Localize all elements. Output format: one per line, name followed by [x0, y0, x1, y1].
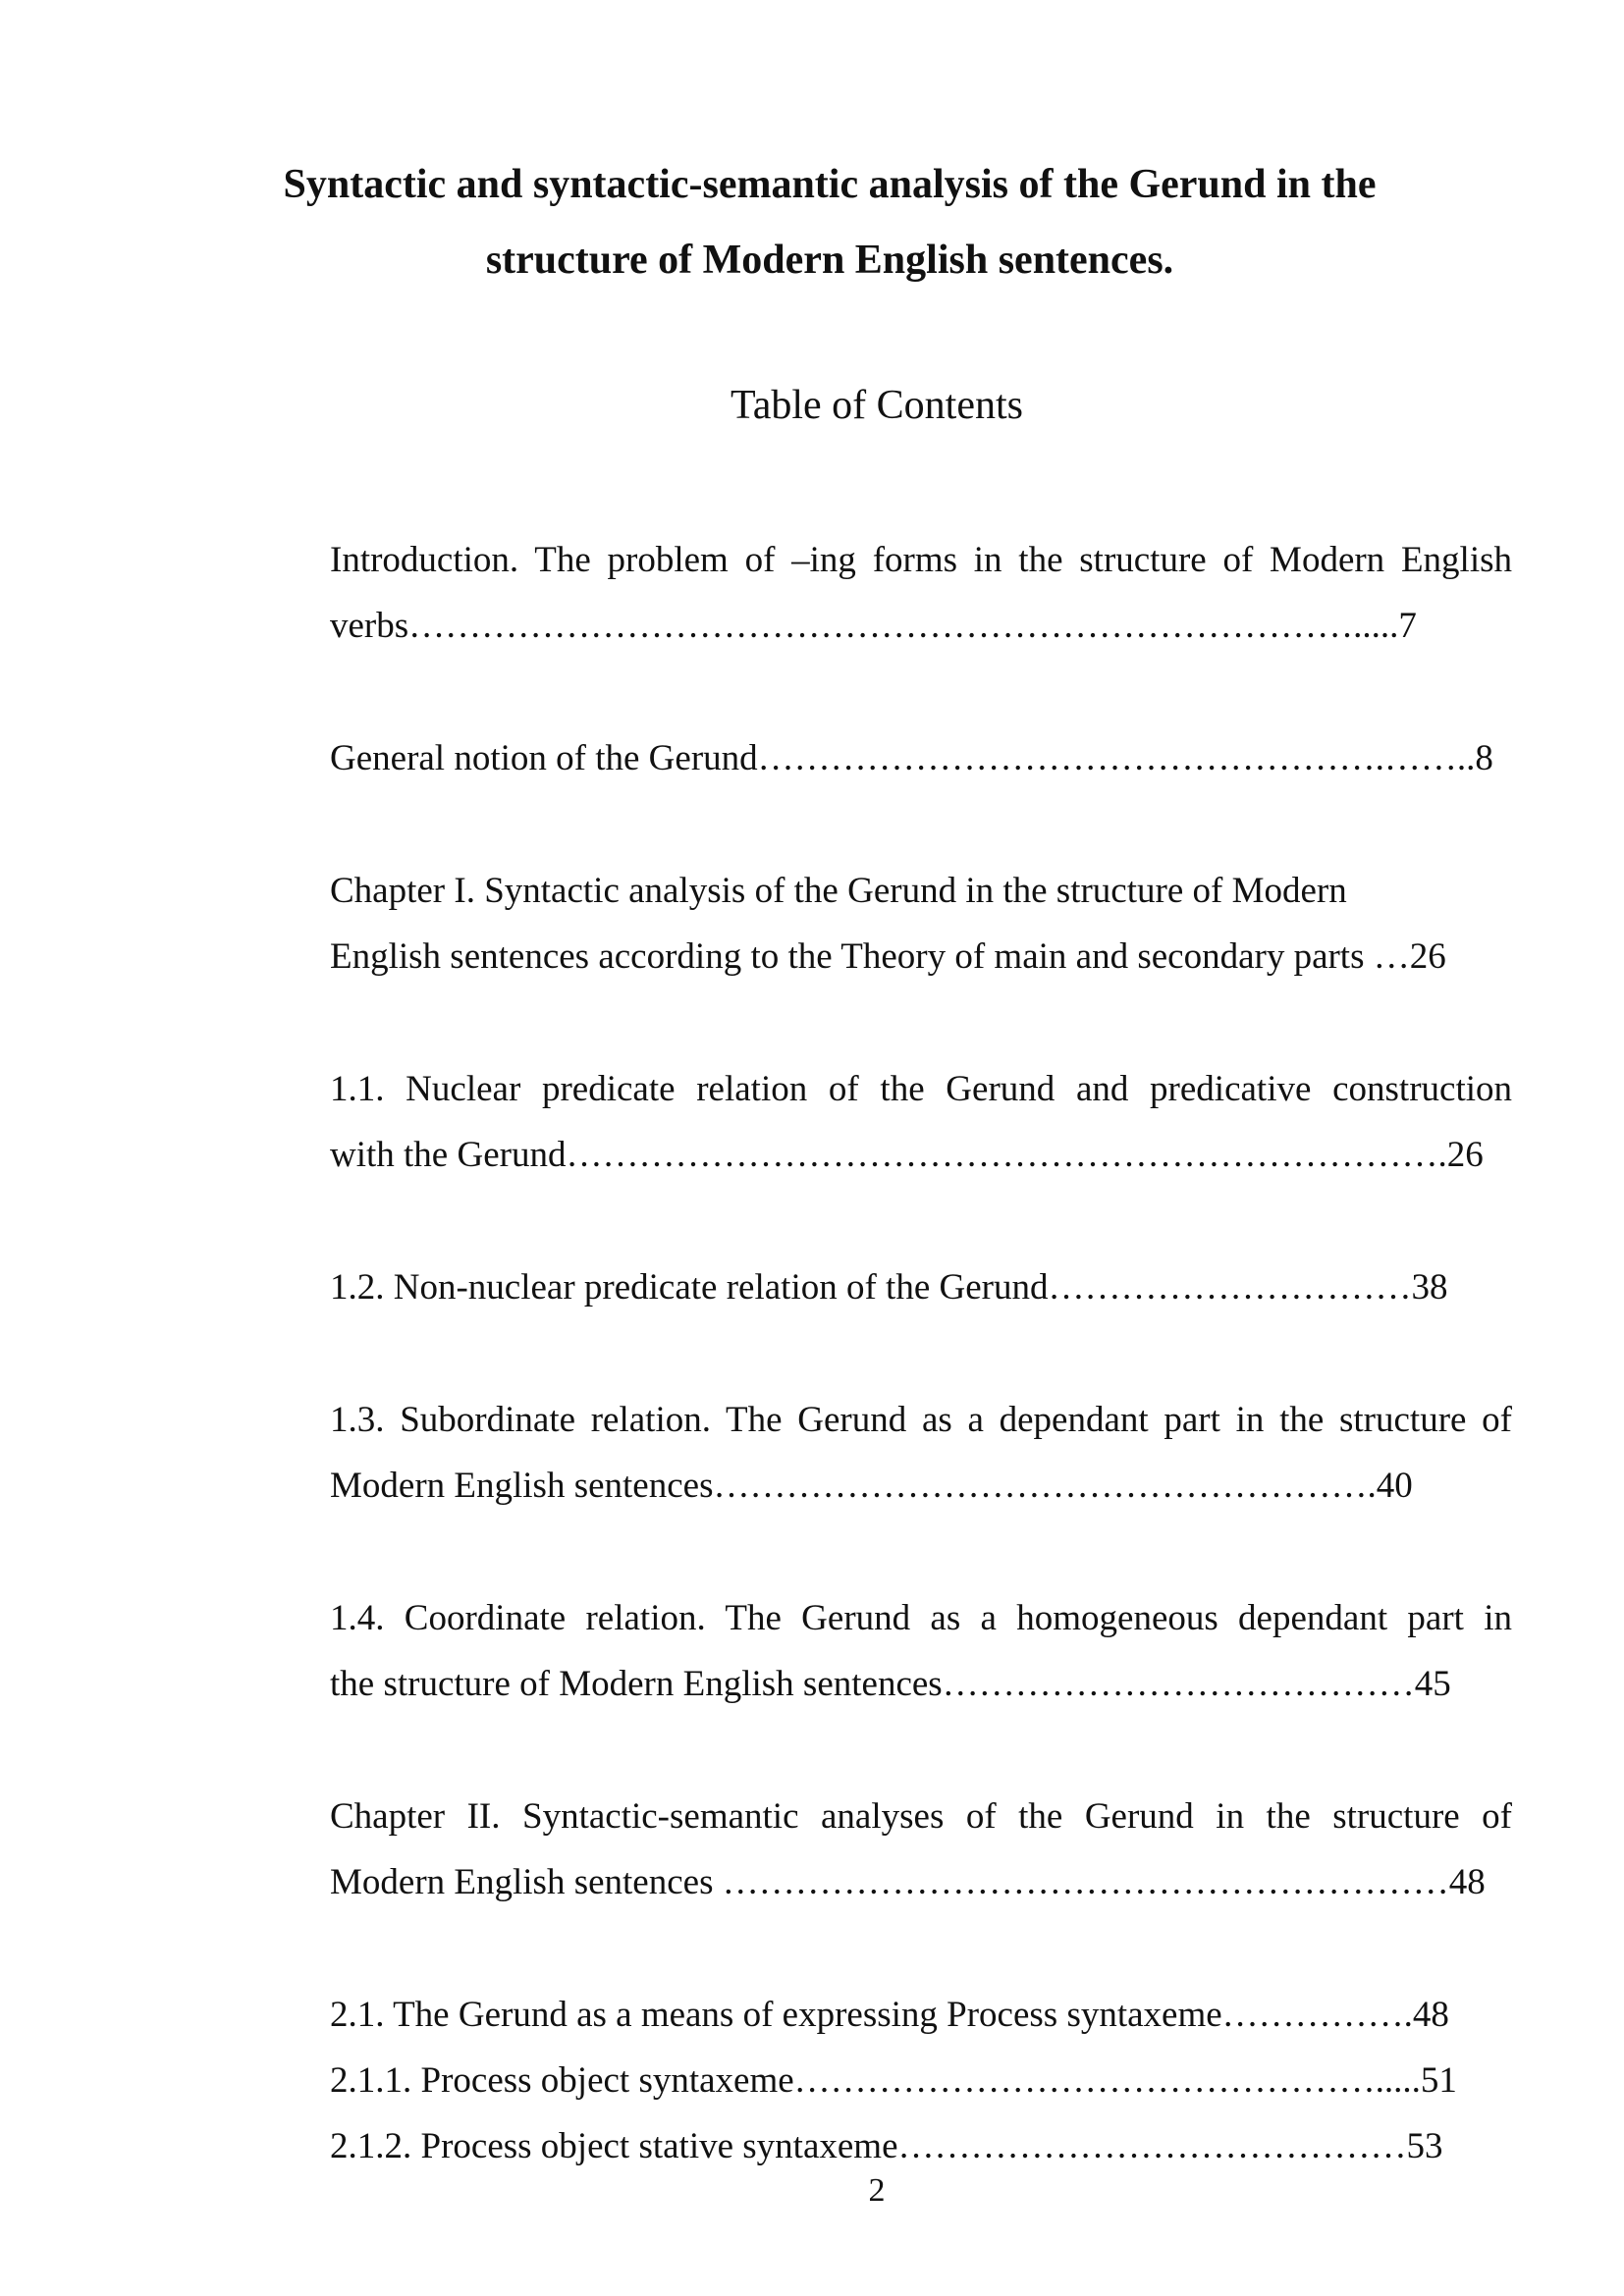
toc-entry-1-4-line-2: the structure of Modern English sentences…………………………………45: [330, 1664, 1451, 1704]
toc-entry-1-3-line-2: Modern English sentences……………………………………………….40: [330, 1466, 1413, 1506]
title-line-2: structure of Modern English sentences.: [485, 238, 1174, 283]
toc-entry-chapter-2-line-2: Modern English sentences ……………………………………………………48: [330, 1862, 1486, 1902]
page-number: 2: [868, 2172, 886, 2209]
toc-entry-1-2: 1.2. Non-nuclear predicate relation of the Gerund…………………………38: [330, 1267, 1448, 1308]
toc-entry-2-1-1: 2.1.1. Process object syntaxeme………………………………………….....51: [330, 2060, 1457, 2101]
toc-entry-general-notion: General notion of the Gerund…………………………………………….……..8: [330, 738, 1493, 778]
document-title: [196, 147, 1463, 298]
toc-entry-introduction-line-1: Introduction. The problem of –ing forms in the structure of Modern English: [330, 540, 1512, 580]
toc-entry-introduction-line-2: verbs…………………………………………………………………….....7: [330, 606, 1417, 646]
title-line-1: Syntactic and syntactic-semantic analysis of the Gerund in the: [283, 162, 1377, 207]
toc-entry-2-1: 2.1. The Gerund as a means of expressing Process syntaxeme…………….48: [330, 1995, 1449, 2035]
toc-entry-chapter-1-line-2: English sentences according to the Theory of main and secondary parts …26: [330, 936, 1446, 977]
toc-entry-1-4-line-1: 1.4. Coordinate relation. The Gerund as a homogeneous dependant part in: [330, 1598, 1512, 1638]
toc-heading: Table of Contents: [731, 383, 1023, 428]
toc-entry-chapter-2-line-1: Chapter II. Syntactic-semantic analyses of the Gerund in the structure of: [330, 1796, 1512, 1837]
toc-entry-1-3-line-1: 1.3. Subordinate relation. The Gerund as a dependant part in the structure of: [330, 1400, 1512, 1440]
toc-entry-1-1-line-2: with the Gerund……………………………………………………………….26: [330, 1135, 1484, 1175]
toc-entry-2-1-2: 2.1.2. Process object stative syntaxeme……………………………………53: [330, 2126, 1443, 2166]
toc-entry-1-1-line-1: 1.1. Nuclear predicate relation of the Gerund and predicative construction: [330, 1069, 1512, 1109]
toc-entry-chapter-1-line-1: Chapter I. Syntactic analysis of the Gerund in the structure of Modern: [330, 871, 1347, 911]
